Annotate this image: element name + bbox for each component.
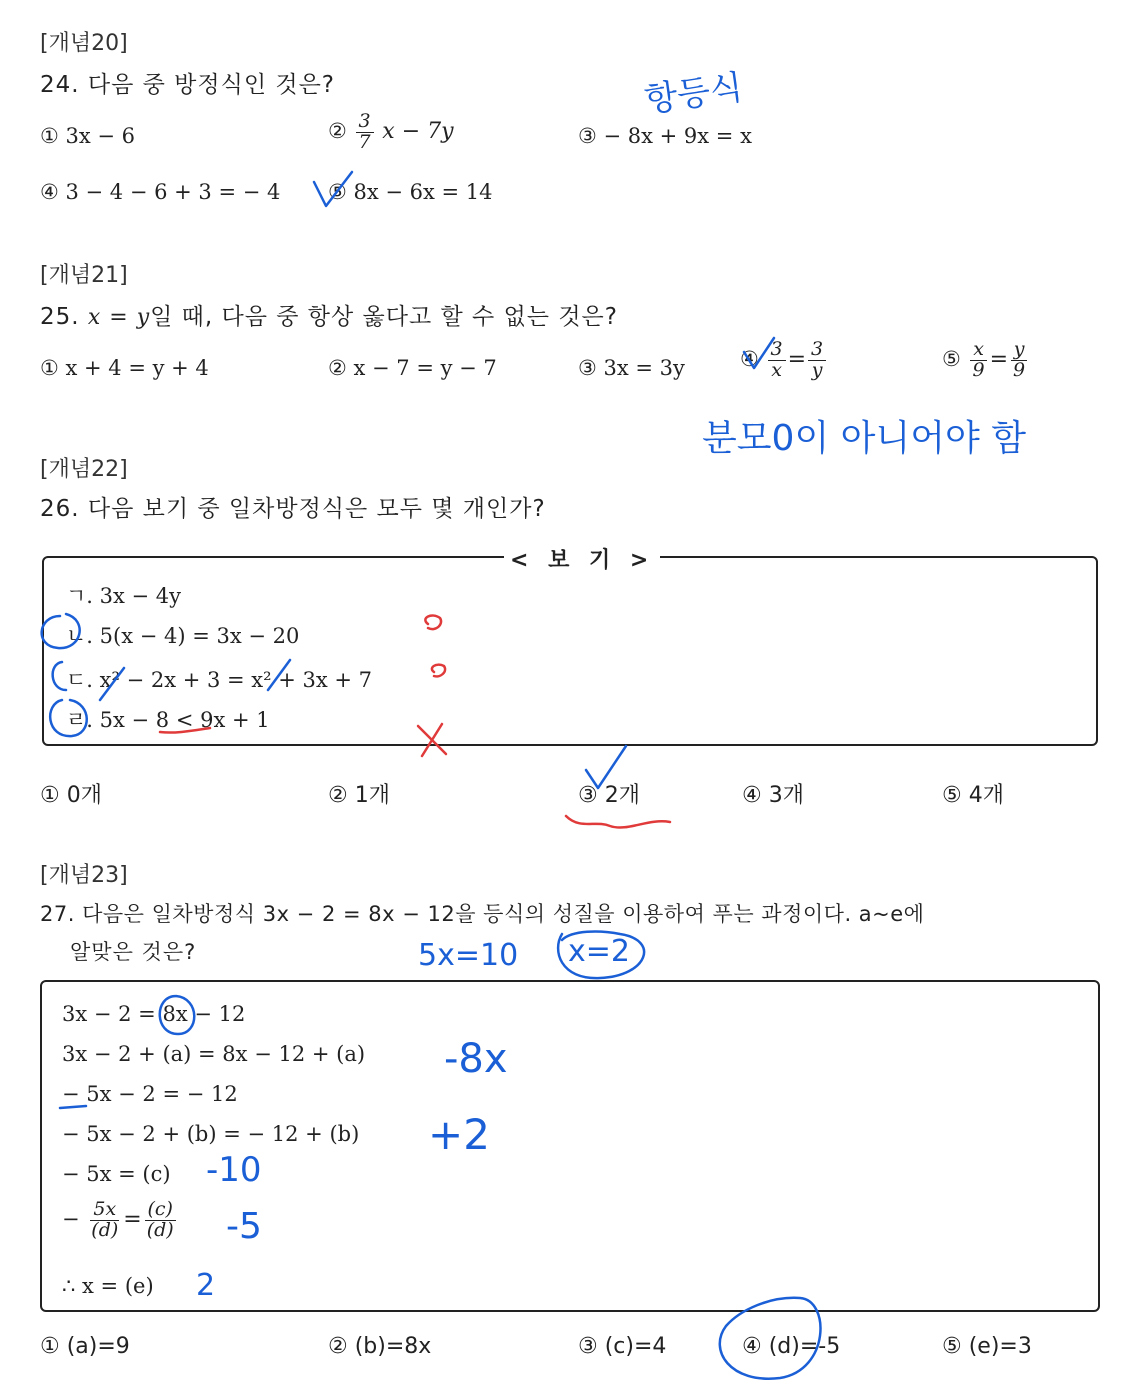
fraction-numerator: 3 <box>808 340 826 361</box>
q24-option-4: ④ 3 − 4 − 6 + 3 = − 4 <box>40 180 281 204</box>
solution-step-6-sign: − <box>62 1206 80 1231</box>
question-25-condition: x = y <box>87 305 151 330</box>
red-wave-underline <box>566 816 670 828</box>
fraction-numerator: 3 <box>356 112 374 133</box>
handwritten-note-5x: 5x=10 <box>418 938 519 973</box>
example-item-1: ㄱ. 3x − 4y <box>66 584 182 608</box>
q24-option-1: ① 3x − 6 <box>40 124 136 148</box>
handwritten-note-b: +2 <box>428 1110 490 1159</box>
fraction-denominator: 7 <box>358 130 371 153</box>
handwritten-note-a: -8x <box>444 1036 508 1082</box>
question-27-title: 27. 다음은 일차방정식 3x − 2 = 8x − 12을 등식의 성질을 이용하여 푸는 과정이다. a~e에 <box>40 902 925 926</box>
circle-x2 <box>558 932 644 979</box>
handwritten-annotation-q24: 항등식 <box>642 67 746 121</box>
circle-8x <box>160 996 195 1034</box>
q25-option-1: ① x + 4 = y + 4 <box>40 356 209 380</box>
handwritten-note-x: x=2 <box>568 934 630 969</box>
q25-option-4: ④ $\frac{3}{x}$ = $\frac{3}{y}$ <box>740 340 828 381</box>
fraction-denominator: 9 <box>1013 358 1026 381</box>
question-25-text: 일 때, 다음 중 항상 옳다고 할 수 없는 것은? <box>150 304 618 330</box>
example-item-3: ㄷ. x² − 2x + 3 = x² + 3x + 7 <box>66 668 373 692</box>
checkmark-q26 <box>586 746 626 788</box>
strike-x2-right <box>268 660 290 690</box>
question-27-title-line2: 알맞은 것은? <box>70 940 197 964</box>
handwritten-note-c: -10 <box>206 1150 262 1190</box>
q24-option-5: ⑤ 8x − 6x = 14 <box>328 180 493 204</box>
concept-label-20: [개념20] <box>40 31 128 56</box>
example-item-4: ㄹ. 5x − 8 < 9x + 1 <box>66 708 270 732</box>
underline-minus5x <box>60 1106 86 1108</box>
fraction-denominator: (d) <box>91 1218 119 1241</box>
concept-label-21: [개념21] <box>40 263 128 288</box>
q27-option-2: ② (b)=8x <box>328 1334 432 1359</box>
handwritten-note-e: 2 <box>196 1268 216 1303</box>
fraction-denominator: (d) <box>146 1218 174 1241</box>
handwritten-note-d: -5 <box>226 1206 262 1247</box>
question-24-title: 24. 다음 중 방정식인 것은? <box>40 72 335 98</box>
concept-label-22: [개념22] <box>40 457 128 482</box>
red-underline-8 <box>160 728 210 733</box>
q26-option-5: ⑤ 4개 <box>942 783 1004 808</box>
solution-step-3: − 5x − 2 = − 12 <box>62 1082 238 1106</box>
q24-option-2-expression: x − 7y <box>382 118 454 144</box>
fraction-numerator: 5x <box>90 1200 119 1221</box>
q25-option-2: ② x − 7 = y − 7 <box>328 356 497 380</box>
red-circle-mark-2 <box>432 665 445 677</box>
q26-option-3: ③ 2개 <box>578 783 640 808</box>
fraction-denominator: 9 <box>972 358 985 381</box>
example-item-2: ㄴ. 5(x − 4) = 3x − 20 <box>66 624 300 648</box>
circle-item-3 <box>53 662 66 690</box>
q26-option-2: ② 1개 <box>328 783 390 808</box>
checkmark-q24 <box>314 172 352 206</box>
q24-option-2-number: ② <box>328 118 347 143</box>
circle-option-d <box>720 1298 821 1379</box>
fraction-numerator: (c) <box>145 1200 176 1221</box>
q27-option-3: ③ (c)=4 <box>578 1334 667 1359</box>
solution-step-6: − $\frac{5x}{(d)}$ = $\frac{(c)}{(d)}$ <box>62 1200 179 1241</box>
q25-option-3: ③ 3x = 3y <box>578 356 685 380</box>
example-box-title: < 보 기 > <box>504 543 660 574</box>
q25-option-5: ⑤ $\frac{x}{9}$ = $\frac{y}{9}$ <box>942 340 1030 381</box>
q25-option-5-number: ⑤ <box>942 346 961 371</box>
circle-item-2 <box>42 614 80 648</box>
q27-option-4: ④ (d)=-5 <box>742 1334 841 1359</box>
solution-step-4: − 5x − 2 + (b) = − 12 + (b) <box>62 1122 360 1146</box>
q24-option-3: ③ − 8x + 9x = x <box>578 124 752 148</box>
concept-label-23: [개념23] <box>40 863 128 888</box>
red-circle-mark-1 <box>425 616 441 630</box>
fraction-numerator: x <box>970 340 987 361</box>
fraction-numerator: y <box>1011 340 1028 361</box>
solution-step-2: 3x − 2 + (a) = 8x − 12 + (a) <box>62 1042 366 1066</box>
solution-step-7: ∴ x = (e) <box>62 1274 154 1298</box>
fraction-numerator: 3 <box>768 340 786 361</box>
strike-x2-left <box>100 668 124 700</box>
question-26-title: 26. 다음 보기 중 일차방정식은 모두 몇 개인가? <box>40 496 546 522</box>
q26-option-4: ④ 3개 <box>742 783 804 808</box>
fraction-denominator: x <box>771 358 782 381</box>
checkmark-q25 <box>744 338 774 368</box>
q25-option-4-number: ④ <box>740 346 759 371</box>
solution-step-1: 3x − 2 = 8x − 12 <box>62 1002 246 1026</box>
q27-option-1: ① (a)=9 <box>40 1334 130 1359</box>
fraction-denominator: y <box>811 358 823 381</box>
circle-item-4 <box>50 700 87 736</box>
solution-step-5: − 5x = (c) <box>62 1162 171 1186</box>
question-25-number: 25. <box>40 304 80 330</box>
red-x-mark-2 <box>422 724 442 756</box>
handwritten-annotation-q25: 분모0이 아니어야 함 <box>702 418 1026 459</box>
q27-option-5: ⑤ (e)=3 <box>942 1334 1032 1359</box>
q26-option-1: ① 0개 <box>40 783 102 808</box>
